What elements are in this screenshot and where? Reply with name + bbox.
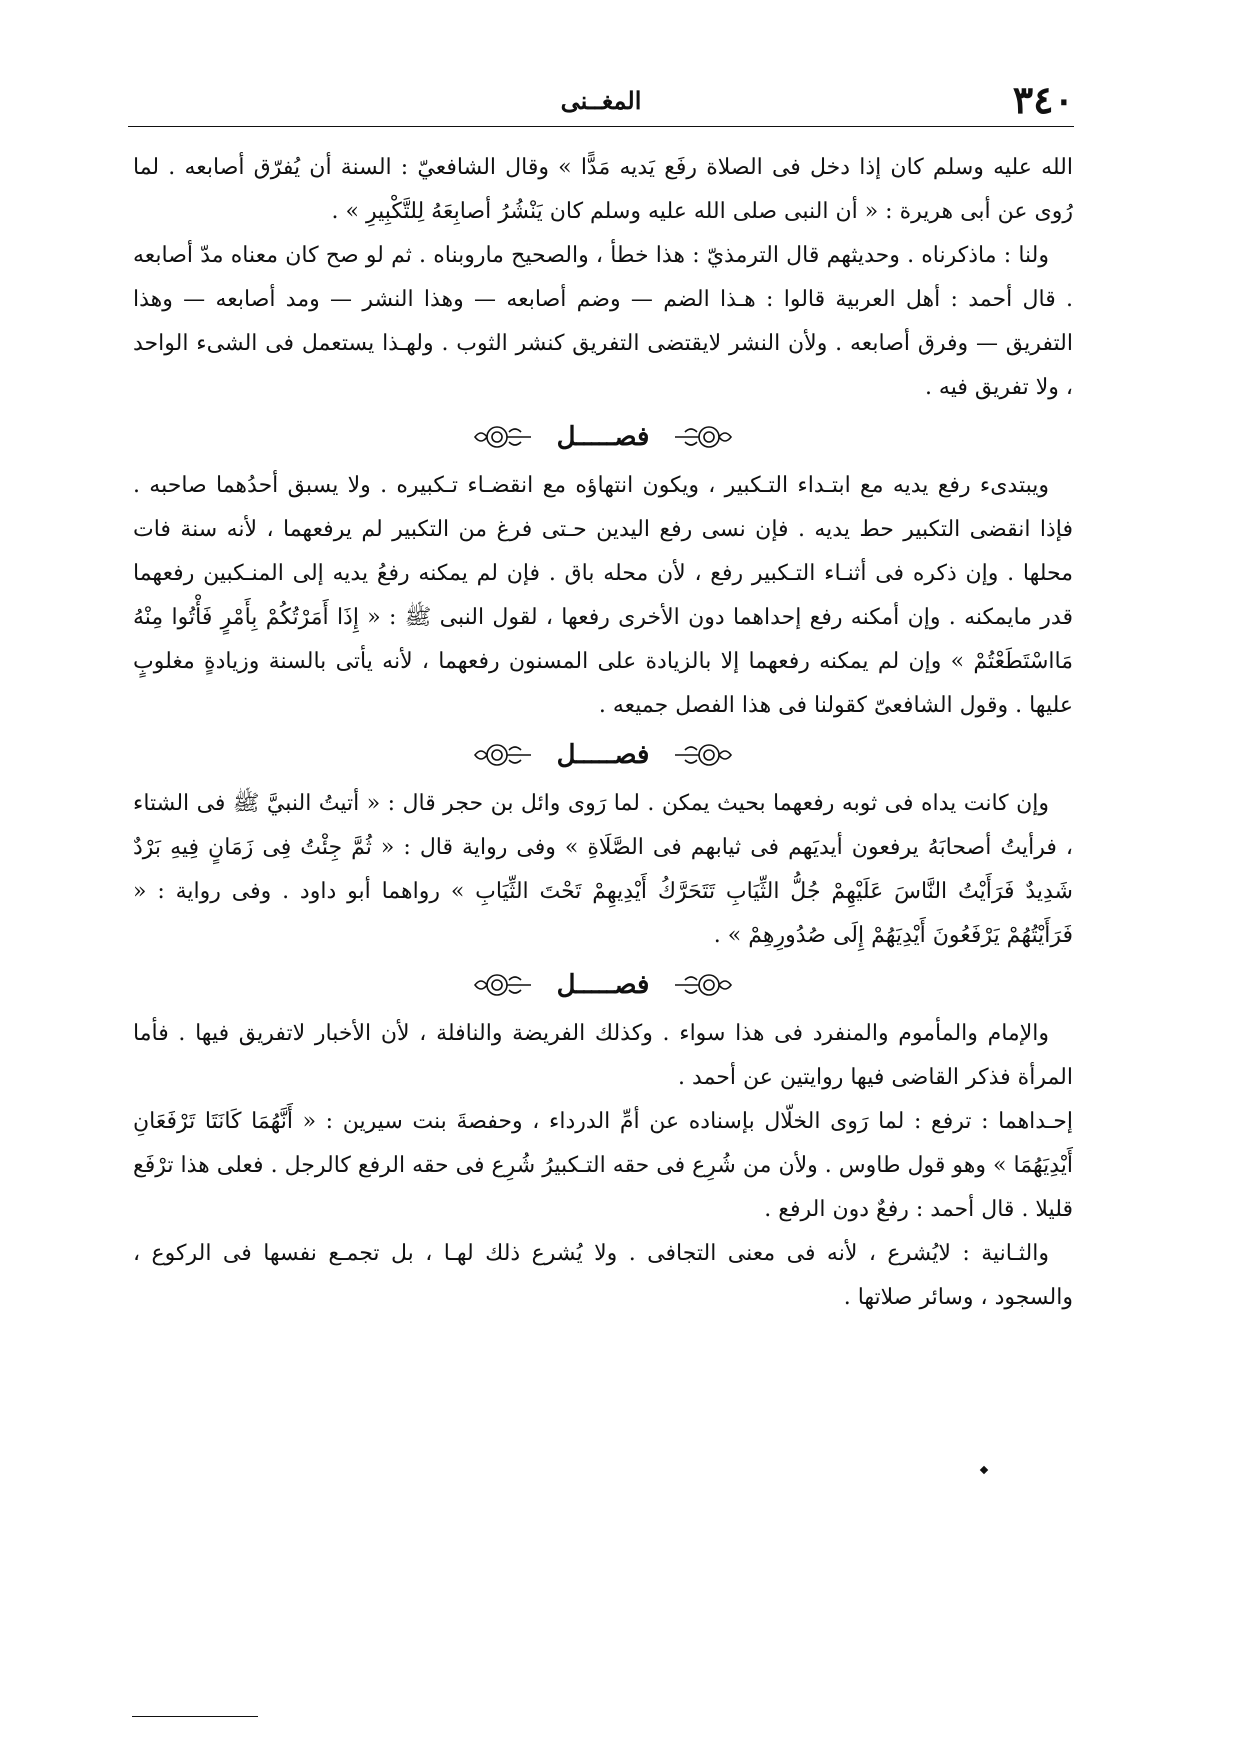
ornament-icon: [471, 740, 535, 770]
paragraph: والثـانية : لايُشرع ، لأنه فى معنى التجافى . ولا يُشرع ذلك لهـا ، بل تجمـع نفسها فى الركوع ، والسجود ، وسائر صلاتها .: [133, 1241, 1073, 1310]
footnote-rule: [132, 1716, 258, 1717]
ornament-icon: [471, 422, 535, 452]
paragraph: ولنا : ماذكرناه . وحديثهم قال الترمذيّ : هذا خطأ ، والصحيح ماروبناه . ثم لو صح كان معناه مدّ أصابعه . قال أحمد : أهل العربية قالوا : هـذا الضم — وضم أصابعه — وهذا النشر — ومد أصابعه — وهذا التفريق — وفرق أصابعه . ولأن النشر لايقتضى التفريق كنشر الثوب . ولهـذا يستعمل فى الشىء الواحد ، ولا تفريق فيه .: [133, 243, 1073, 400]
stray-mark: [980, 1466, 988, 1474]
ornament-icon: [471, 970, 535, 1000]
section-intro: [133, 146, 1073, 410]
header-rule: [128, 126, 1074, 127]
paragraph: إحـداهما : ترفع : لما رَوى الخلّال بإسناده عن أمِّ الدرداء ، وحفصةَ بنت سيرين : « أَنَّهُمَا كَانَتَا تَرْفَعَانِ أَيْدِيَهُمَا » وهو قول طاوس . ولأن من شُرِع فى حقه التـكبيرُ شُرِع فى حقه الرفع كالرجل . فعلى هذا ترْفَع قليلا . قال أحمد : رفعٌ دون الرفع .: [133, 1109, 1073, 1222]
page-body: [133, 146, 1073, 1320]
ornament-icon: [671, 970, 735, 1000]
section-hands-in-garment: [133, 782, 1073, 958]
section-heading-title: فصـــــل: [556, 740, 650, 770]
section-raising-hands: [133, 464, 1073, 728]
section-imam-and-woman: [133, 1012, 1073, 1320]
ornament-icon: [671, 422, 735, 452]
paragraph: ويبتدىء رفع يديه مع ابتـداء التـكبير ، ويكون انتهاؤه مع انقضـاء تـكبيره . ولا يسبق أحدُهما صاحبه . فإذا انقضى التكبير حط يديه . فإن نسى رفع اليدين حـتى فرغ من التكبير لم يرفعهما ، لأنه سنة فات محلها . وإن ذكره فى أثنـاء التـكبير رفع ، لأن محله باق . فإن لم يمكنه رفعُ يديه إلى المنـكبين رفعهما قدر مايمكنه . وإن أمكنه رفع إحداهما دون الأخرى رفعها ، لقول النبى ﷺ : « إِذَا أَمَرْتُكُمْ بِأَمْرٍ فَأْتُوا مِنْهُ مَااسْتَطَعْتُمْ » وإن لم يمكنه رفعهما إلا بالزيادة على المسنون رفعهما ، لأنه يأتى بالسنة وزيادةٍ مغلوبٍ عليها . وقول الشافعىّ كقولنا فى هذا الفصل جميعه .: [133, 473, 1073, 718]
page-number: ٣٤٠: [1012, 77, 1074, 122]
section-heading-title: فصـــــل: [556, 970, 650, 1000]
section-heading: [133, 958, 1073, 1012]
ornament-icon: [671, 740, 735, 770]
section-heading: [133, 728, 1073, 782]
paragraph: والإمام والمأموم والمنفرد فى هذا سواء . وكذلك الفريضة والنافلة ، لأن الأخبار لاتفريق فيها . فأما المرأة فذكر القاضى فيها روايتين عن أحمد .: [133, 1021, 1073, 1090]
page-header: [128, 78, 1074, 126]
section-heading-title: فصـــــل: [556, 422, 650, 452]
running-title: المغــنى: [560, 86, 642, 115]
paragraph: وإن كانت يداه فى ثوبه رفعهما بحيث يمكن . لما رَوى وائل بن حجر قال : « أتيتُ النبيَّ ﷺ فى الشتاء ، فرأيتُ أصحابَهُ يرفعون أيديَهم فى ثيابهم فى الصَّلَاةِ » وفى رواية قال : « ثُمَّ جِئْتُ فِى زَمَانٍ فِيهِ بَرْدٌ شَدِيدٌ فَرَأَيْتُ النَّاسَ عَلَيْهِمْ جُلُّ الثِّيَابِ تَتَحَرَّكُ أَيْدِيهِمْ تَحْتَ الثِّيَابِ » رواهما أبو داود . وفى رواية : « فَرَأَيْتُهُمْ يَرْفَعُونَ أَيْدِيَهُمْ إِلَى صُدُورِهِمْ » .: [133, 791, 1073, 948]
paragraph: الله عليه وسلم كان إذا دخل فى الصلاة رفَع يَديه مَدًّا » وقال الشافعيّ : السنة أن يُفرّق أصابعه . لما رُوى عن أبى هريرة : « أن النبى صلى الله عليه وسلم كان يَنْشُرُ أصابِعَهُ لِلتَّكْبِيرِ » .: [133, 155, 1073, 224]
section-heading: [133, 410, 1073, 464]
